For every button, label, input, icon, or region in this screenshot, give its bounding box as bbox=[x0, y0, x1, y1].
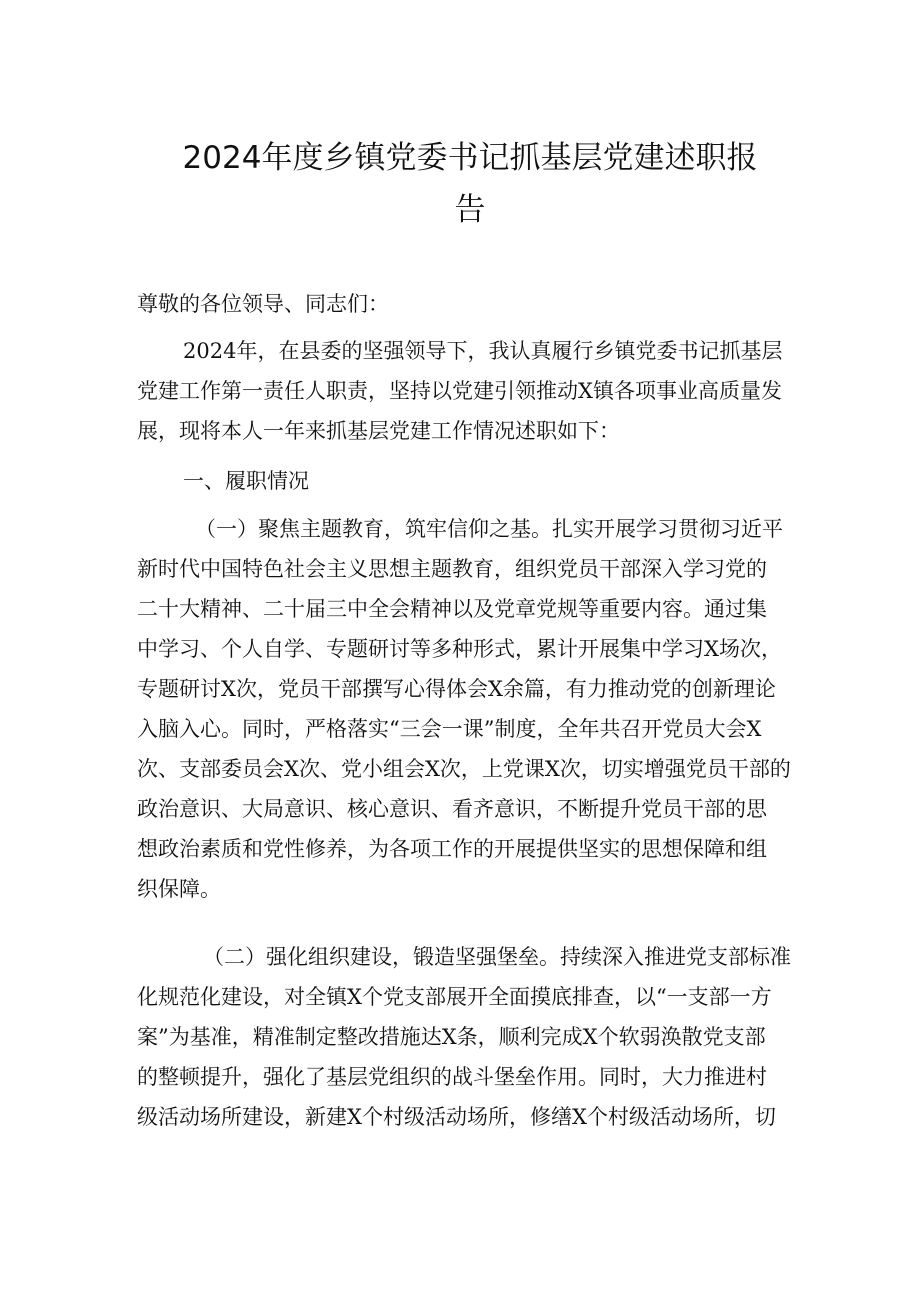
intro-line: 2024年，在县委的坚强领导下，我认真履行乡镇党委书记抓基层 bbox=[183, 339, 783, 363]
paragraph-line: 中学习、个人自学、专题研讨等多种形式，累计开展集中学习X场次， bbox=[137, 637, 782, 661]
paragraph-line: （二）强化组织建设，锻造坚强堡垒。持续深入推进党支部标准 bbox=[203, 945, 791, 969]
document-title-line-1: 2024年度乡镇党委书记抓基层党建述职报 bbox=[182, 140, 758, 176]
paragraph-line: 织保障。 bbox=[137, 877, 221, 901]
paragraph-line: 次、支部委员会X次、党小组会X次，上党课X次，切实增强党员干部的 bbox=[137, 757, 791, 781]
paragraph-line: 案”为基准，精准制定整改措施达X条，顺利完成X个软弱涣散党支部 bbox=[137, 1025, 766, 1049]
intro-line: 展，现将本人一年来抓基层党建工作情况述职如下： bbox=[137, 419, 620, 443]
paragraph-line: 级活动场所建设，新建X个村级活动场所，修缮X个村级活动场所，切 bbox=[137, 1105, 776, 1129]
part-one-paragraph bbox=[137, 509, 797, 909]
paragraph-line: 的整顿提升，强化了基层党组织的战斗堡垒作用。同时，大力推进村 bbox=[137, 1065, 767, 1089]
paragraph-line: 政治意识、大局意识、核心意识、看齐意识，不断提升党员干部的思 bbox=[137, 797, 767, 821]
paragraph-line: 化规范化建设，对全镇X个党支部展开全面摸底排查，以“一支部一方 bbox=[137, 985, 772, 1009]
intro-line: 党建工作第一责任人职责，坚持以党建引领推动X镇各项事业高质量发 bbox=[137, 379, 782, 403]
paragraph-line: （一）聚焦主题教育，筑牢信仰之基。扎实开展学习贯彻习近平 bbox=[195, 517, 783, 541]
paragraph-line: 新时代中国特色社会主义思想主题教育，组织党员干部深入学习党的 bbox=[137, 557, 767, 581]
section-heading: 一、履职情况 bbox=[183, 469, 309, 493]
part-two-paragraph bbox=[137, 937, 797, 1137]
paragraph-line: 想政治素质和党性修养，为各项工作的开展提供坚实的思想保障和组 bbox=[137, 837, 767, 861]
salutation: 尊敬的各位领导、同志们： bbox=[137, 292, 389, 316]
paragraph-line: 二十大精神、二十届三中全会精神以及党章党规等重要内容。通过集 bbox=[137, 597, 767, 621]
paragraph-line: 专题研讨X次，党员干部撰写心得体会X余篇，有力推动党的创新理论 bbox=[137, 677, 776, 701]
intro-paragraph bbox=[137, 331, 797, 451]
document-title-line-2: 告 bbox=[454, 192, 486, 228]
paragraph-line: 入脑入心。同时，严格落实“三会一课”制度，全年共召开党员大会X bbox=[137, 717, 762, 741]
